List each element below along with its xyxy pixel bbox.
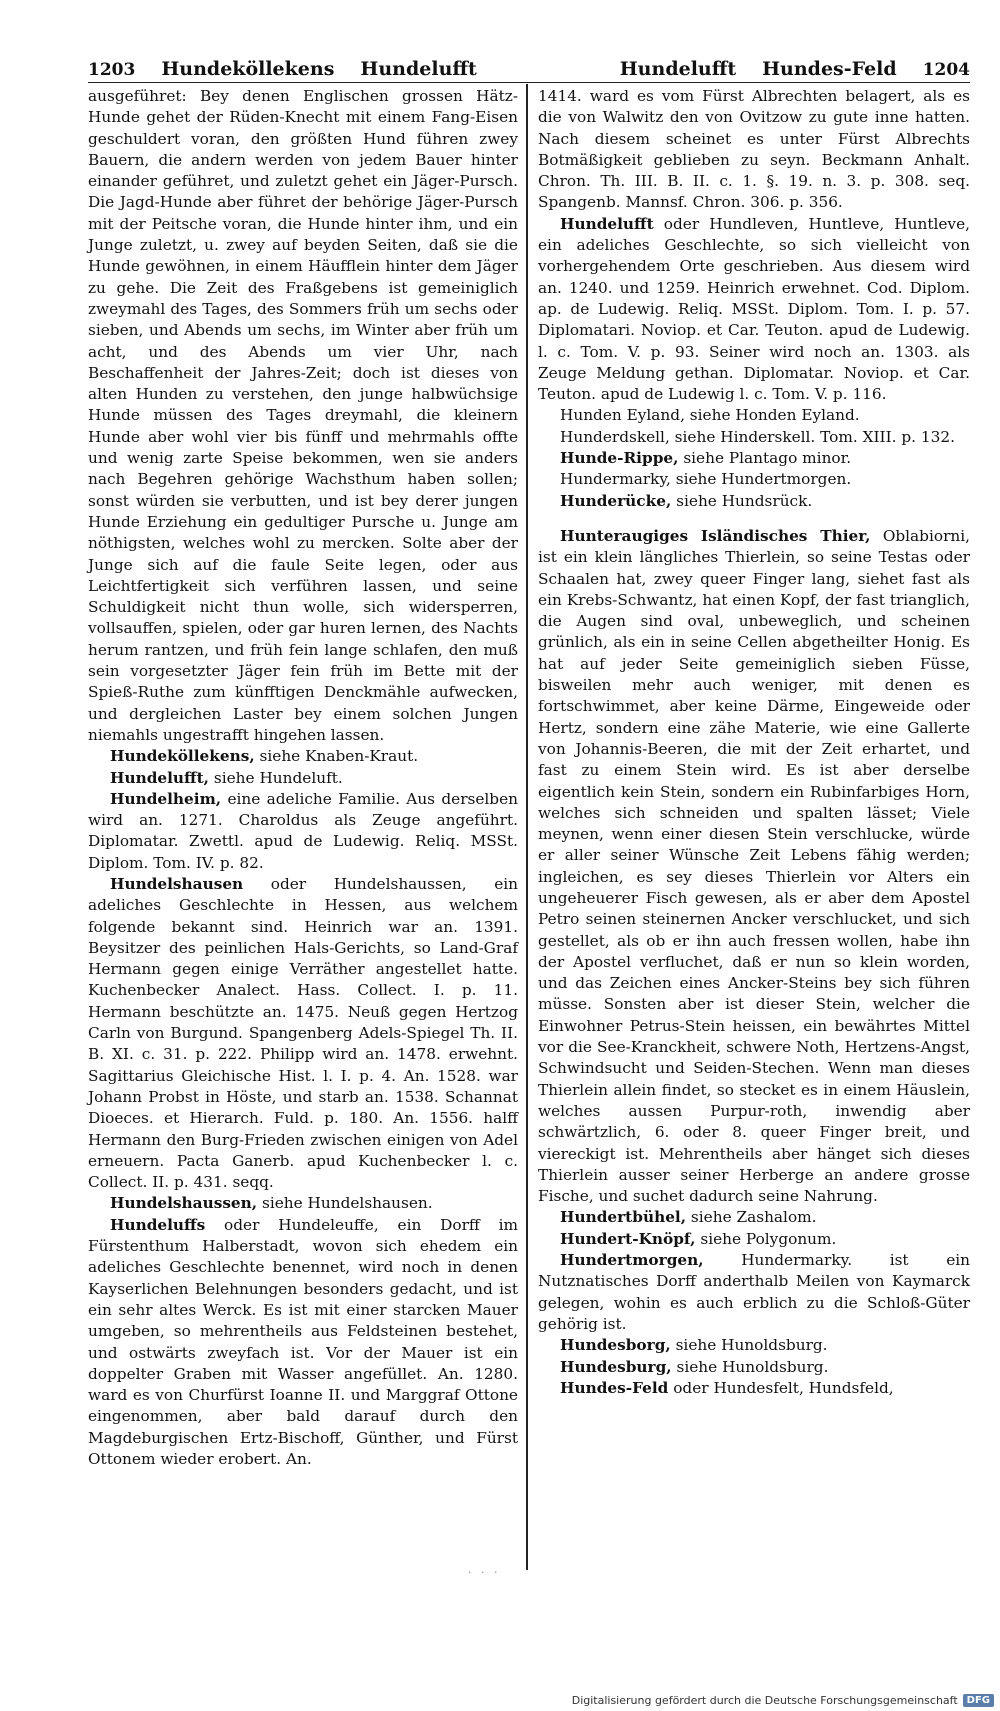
entry-lemma: Hundes-Feld — [560, 1378, 669, 1397]
entry-text: siehe Zashalom. — [686, 1208, 817, 1227]
entry-lemma: Hundeköllekens, — [110, 747, 255, 766]
entry-text: siehe Hundelshausen. — [257, 1194, 433, 1213]
entry-lemma: Hundelheim, — [110, 789, 222, 808]
digitization-credit — [572, 1694, 994, 1707]
entry-lemma: Hundesborg, — [560, 1336, 671, 1355]
dictionary-entry — [538, 1250, 970, 1335]
left-catchword-1: Hundeköllekens — [161, 58, 335, 80]
dictionary-entry — [88, 768, 518, 789]
header-right — [620, 58, 970, 80]
running-header — [88, 52, 970, 83]
entry-text: siehe Hundsrück. — [671, 491, 813, 510]
dictionary-entry — [88, 789, 518, 874]
dictionary-entry — [538, 491, 970, 512]
left-column — [88, 86, 518, 1470]
right-page-number: 1204 — [922, 60, 970, 80]
header-left — [88, 58, 477, 80]
right-catchword-2: Hundes-Feld — [762, 58, 897, 80]
entry-lemma: Hundelufft, — [110, 768, 210, 787]
entry-text: 1414. ward es vom Fürst Albrechten belagert, als es die von Walwitz den von Ovitzow zu gute inne hatten. Nach diesem scheinet es unter Fürst Albrechts Botmäßigkeit geblieben zu seyn. Beckmann Anhalt. Chron. Th. III. B. II. c. 1. §. 19. n. 3. p. 308. seq. Spangenb. Mannsf. Chron. 306. p. 356. — [538, 87, 970, 212]
right-catchword-1: Hundelufft — [619, 58, 737, 80]
entry-lemma: Hundesburg, — [560, 1357, 672, 1376]
entry-text: Hundermarky. ist ein Nutznatisches Dorff anderthalb Meilen von Kaymarck gelegen, wohin es auch erblich zu die Schloß-Güter gehörig ist. — [538, 1251, 970, 1333]
dictionary-entry — [88, 1215, 518, 1471]
entry-text: Oblabiorni, ist ein klein längliches Thierlein, so seine Testas oder Schaalen hat, zwey queer Finger lang, siehet fast als ein Krebs-Schwantz, hat einen Kopf, der fast trianglich, die Augen sind oval, unbeweglich, und scheinen grünlich, als ein in seine Cellen abgetheilter Honig. Es hat auf jeder Seite gemeiniglich sieben Füsse, bisweilen mehr auch weniger, mit denen es fortschwimmet, aber keine Därme, Eingeweide oder Hertz, sondern eine zähe Materie, wie eine Gallerte von Johannis-Beeren, die mit der Zeit erhartet, und fast zu einem Stein wird. Es ist aber derselbe eigentlich kein Stein, sondern ein Rubinfarbiges Horn, welches sich schneiden und spalten lässet; Viele meynen, wenn einer diesen Stein verschlucke, würde er aller seiner Wünsche Zeit Lebens fähig werden; ingleichen, es sey dieses Thierlein vor Alters ein ungeheuerer Fisch gewesen, als er aber dem Apostel Petro seinen steinernen Ancker verschlucket, und sich gestellet, als ob er ihn auch fressen wollen, habe ihn der Apostel verfluchet, daß er nun so klein worden, und das Zeichen eines Ancker-Steins bey sich führen müsse. Sonsten aber ist dieser Stein, welcher die Einwohner Petrus-Stein heissen, ein bewährtes Mittel vor die See-Kranckheit, schwere Noth, Hertzens-Angst, Schwindsucht und Seiden-Stechen. Wenn man dieses Thierlein allein findet, so stecket es in einem Häuslein, welches aussen Purpur-roth, inwendig aber schwärtzlich, 6. oder 8. queer Finger breit, und viereckigt ist. Mehrentheils aber hänget sich dieses Thierlein ausser seiner Herberge an andere grosse Fische, und suchet dadurch seine Nahrung. — [538, 526, 970, 1206]
entry-lemma: Hundertbühel, — [560, 1208, 687, 1227]
credit-text: Digitalisierung gefördert durch die Deutsche Forschungsgemeinschaft — [571, 1694, 958, 1707]
entry-lemma: Hunde-Rippe, — [560, 449, 679, 468]
dictionary-entry — [538, 1357, 970, 1378]
entry-text: siehe Plantago minor. — [678, 449, 852, 468]
entry-text: siehe Hundeluft. — [209, 768, 343, 787]
entry-text: siehe Polygonum. — [695, 1229, 837, 1248]
dictionary-entry — [538, 214, 970, 406]
left-catchword-2: Hundelufft — [360, 58, 477, 80]
dictionary-entry — [538, 1207, 970, 1228]
dictionary-entry — [538, 405, 970, 426]
entry-lemma: Hundelufft — [560, 214, 654, 233]
entry-text: eine adeliche Familie. Aus derselben wird an. 1271. Charoldus als Zeuge angeführt. Diplomatar. Zwettl. apud de Ludewig. Reliq. MSSt. Diplom. Tom. IV. p. 82. — [88, 789, 518, 872]
printer-mark: · · · — [468, 1566, 501, 1579]
scanned-page — [88, 52, 970, 1604]
column-divider — [526, 84, 528, 1570]
entry-text: oder Hundleven, Huntleve, Huntleve, ein adeliches Geschlechte, so sich vielleicht von vorhergehendem Orte geschrieben. Aus diesem wird an. 1240. und 1259. Heinrich erwehnet. Cod. Diplom. ap. de Ludewig. Reliq. MSSt. Diplom. Tom. I. p. 57. Diplomatari. Noviop. et Car. Teuton. apud de Ludewig. l. c. Tom. V. p. 93. Seiner wird noch an. 1303. als Zeuge Meldung gethan. Diplomatar. Noviop. et Car. Teuton. apud de Ludewig l. c. Tom. V. p. 116. — [538, 214, 970, 404]
dfg-logo: DFG — [963, 1694, 994, 1707]
entry-text: Hunden Eyland, siehe Honden Eyland. — [560, 406, 860, 425]
left-page-number: 1203 — [88, 60, 136, 80]
entry-lemma: Hundelshaussen, — [110, 1194, 258, 1213]
dictionary-entry — [538, 1335, 970, 1356]
dictionary-entry — [538, 1378, 970, 1399]
entry-text: siehe Knaben-Kraut. — [254, 747, 419, 766]
dictionary-entry — [88, 86, 518, 746]
dictionary-entry — [88, 1193, 518, 1214]
dictionary-entry — [538, 86, 970, 214]
entry-text: oder Hundesfelt, Hundsfeld, — [668, 1378, 894, 1397]
entry-text: oder Hundelshaussen, ein adeliches Geschlechte in Hessen, aus welchem folgende bekannt sind. Heinrich war an. 1391. Beysitzer des peinlichen Hals-Gerichts, so Land-Graf Hermann gegen einige Verräther angestellet hatte. Kuchenbecker Analect. Hass. Collect. I. p. 11. Hermann beschützte an. 1475. Neuß gegen Hertzog Carln von Burgund. Spangenberg Adels-Spiegel Th. II. B. XI. c. 31. p. 222. Philipp wird an. 1478. erwehnt. Sagittarius Gleichische Hist. l. I. p. 4. An. 1528. war Johann Probst in Höste, und starb an. 1538. Schannat Dioeces. et Hierarch. Fuld. p. 180. An. 1556. halff Hermann den Burg-Frieden zwischen einigen von Adel erneuern. Pacta Ganerb. apud Kuchenbecker l. c. Collect. II. p. 431. seqq. — [88, 874, 518, 1192]
dictionary-entry — [538, 1229, 970, 1250]
entry-text: siehe Hunoldsburg. — [670, 1336, 828, 1355]
dictionary-entry — [88, 874, 518, 1193]
entry-lemma: Hunderücke, — [560, 491, 672, 510]
dictionary-entry — [88, 746, 518, 767]
entry-lemma: Hunteraugiges Isländisches Thier, — [560, 526, 871, 545]
section-gap — [538, 512, 970, 526]
dictionary-entry — [538, 469, 970, 490]
dictionary-entry — [538, 427, 970, 448]
dictionary-entry — [538, 526, 970, 1208]
entry-text: Hundermarky, siehe Hundertmorgen. — [560, 470, 852, 489]
right-column — [538, 86, 970, 1399]
entry-lemma: Hundelshausen — [110, 874, 244, 893]
entry-text: ausgeführet: Bey denen Englischen grossen Hätz-Hunde gehet der Rüden-Knecht mit einem Fang-Eisen geschuldert voran, den größten Hund führen zwey Bauern, die andern werden von jedem Bauer hinter einander geführet, und zuletzt gehet ein Jäger-Pursch. Die Jagd-Hunde aber führet der behörige Jäger-Pursch mit der Peitsche voran, die Hunde hinter ihm, und ein Junge zuletzt, u. zwey auf beyden Seiten, daß sie die Hunde gewöhnen, in einem Häufflein hinter dem Jäger zu gehe. Die Zeit des Fraßgebens ist gemeiniglich zweymahl des Tages, des Sommers früh um sechs oder sieben, und Abends um sechs, im Winter aber früh um acht, und des Abends um vier Uhr, nach Beschaffenheit der Jahres-Zeit; doch ist dieses von alten Hunden zu verstehen, den junge halbwüchsige Hunde müssen des Tages dreymahl, die kleinern Hunde aber wohl vier bis fünff und mehrmahls offte und wenig zarte Speise bekommen, wen sie anders nach Begehren gehörige Wachsthum haben sollen; sonst würden sie verbutten, und ist bey derer jungen Hunde Erziehung ein gedultiger Pursche u. Junge am nöthigsten, welches wohl zu mercken. Solte aber der Junge sich auf die faule Seite legen, oder aus Leichtfertigkeit sich verführen lassen, und seine Schuldigkeit nicht thun wolle, sich widersperren, vollsauffen, spielen, oder gar huren lernen, des Nachts herum rantzen, und früh fein lange schlafen, den muß sein vorgesetzter Jäger fein früh im Bette mit der Spieß-Ruthe zum künfftigen Denckmähle aufwecken, und dergleichen Laster bey einem solchen Jungen niemahls ungestrafft hingehen lassen. — [88, 87, 518, 744]
entry-lemma: Hundeluffs — [110, 1215, 206, 1234]
entry-text: oder Hundeleuffe, ein Dorff im Fürstenthum Halberstadt, wovon sich ehedem ein adeliches Geschlechte benennet, wird noch in denen Kayserlichen Belehnungen besonders gedacht, und ist ein sehr altes Werck. Es ist mit einer starcken Mauer umgeben, so mehrentheils aus Feldsteinen bestehet, und ostwärts zweyfach ist. Vor der Mauer ist ein doppelter Graben mit Wasser angefüllet. An. 1280. ward es von Churfürst Ioanne II. und Marggraf Ottone eingenommen, aber bald darauf durch den Magdeburgischen Ertz-Bischoff, Günther, und Fürst Ottonem wieder erobert. An. — [88, 1215, 518, 1468]
entry-lemma: Hundert-Knöpf, — [560, 1229, 696, 1248]
entry-lemma: Hundertmorgen, — [560, 1251, 704, 1270]
entry-text: siehe Hunoldsburg. — [671, 1357, 829, 1376]
dictionary-entry — [538, 448, 970, 469]
entry-text: Hunderdskell, siehe Hinderskell. Tom. XIII. p. 132. — [560, 427, 955, 446]
